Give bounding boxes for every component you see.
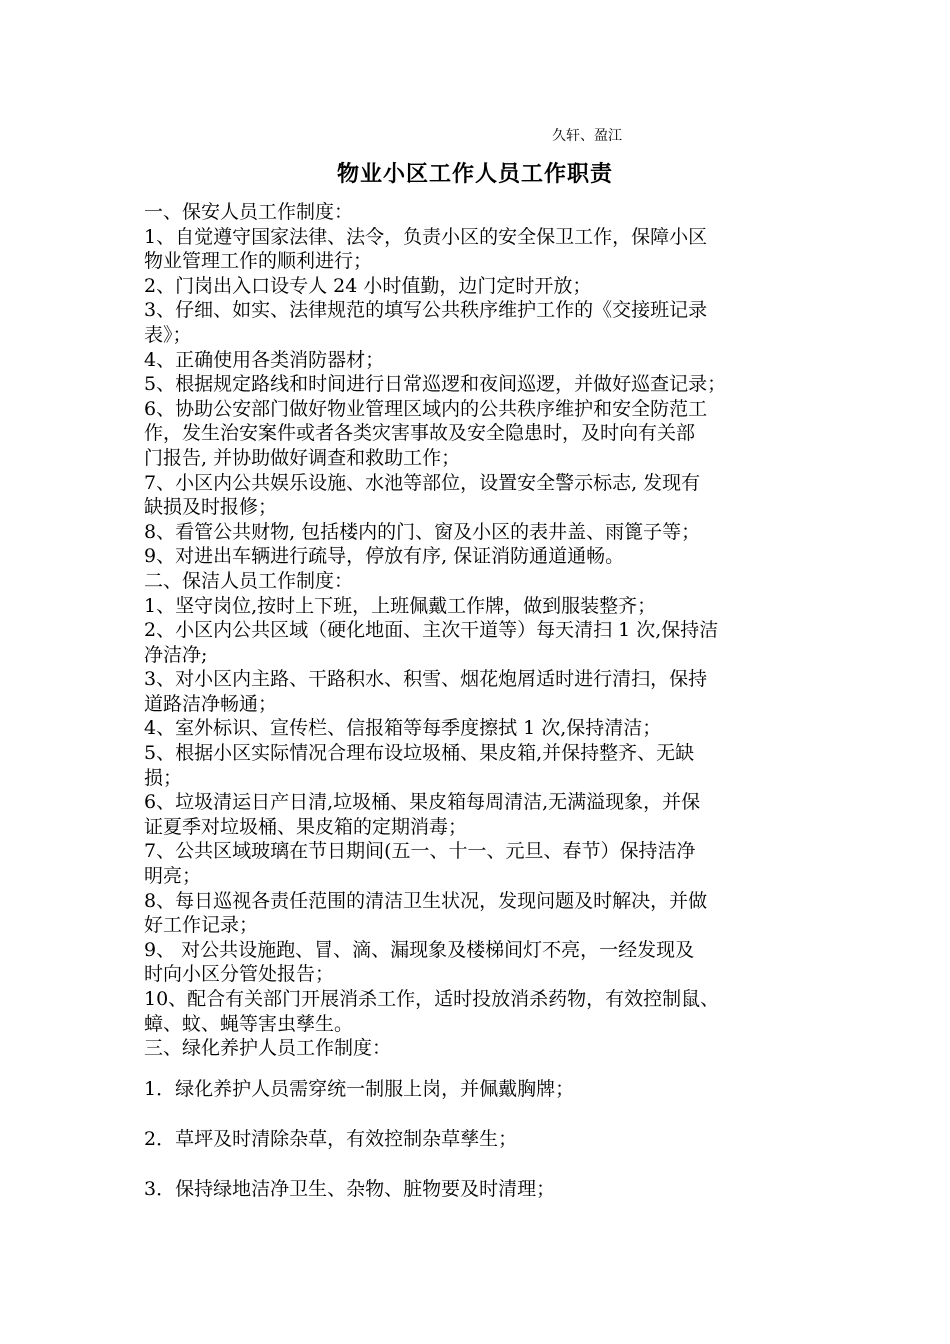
- text-line: 8、看管公共财物, 包括楼内的门、窗及小区的表井盖、雨篦子等；: [144, 520, 701, 543]
- text-line: 2、小区内公共区域（硬化地面、主次干道等）每天清扫 1 次,保持洁: [144, 619, 719, 642]
- list-item: 3．保持绿地洁净卫生、杂物、脏物要及时清理；: [144, 1177, 556, 1200]
- document-body: [144, 200, 812, 1201]
- text-line: 2、门岗出入口设专人 24 小时值勤，边门定时开放；: [144, 274, 592, 297]
- text-line: 净洁净;: [144, 643, 208, 666]
- text-line: 门报告, 并协助做好调查和救助工作；: [144, 446, 461, 469]
- text-line: 6、协助公安部门做好物业管理区域内的公共秩序维护和安全防范工: [144, 397, 708, 420]
- text-line: 9、 对公共设施跑、冒、滴、漏现象及楼梯间灯不亮，一经发现及: [144, 938, 695, 961]
- paragraph-gap: [144, 1151, 812, 1177]
- text-line: 6、垃圾清运日产日清,垃圾桶、果皮箱每周清洁,无满溢现象，并保: [144, 791, 701, 814]
- text-line: 缺损及时报修；: [144, 496, 278, 519]
- list-item: 1．绿化养护人员需穿统一制服上岗，并佩戴胸牌；: [144, 1077, 575, 1100]
- text-line: 4、室外标识、宣传栏、信报箱等每季度擦拭 1 次,保持清洁；: [144, 717, 662, 740]
- text-line: 好工作记录；: [144, 914, 259, 937]
- text-line: 3、仔细、如实、法律规范的填写公共秩序维护工作的《交接班记录: [144, 299, 708, 322]
- text-line: 物业管理工作的顺利进行；: [144, 250, 373, 273]
- paragraph-gap: [144, 1101, 812, 1127]
- text-line: 道路洁净畅通；: [144, 692, 278, 715]
- list-item: 2．草坪及时清除杂草，有效控制杂草孳生；: [144, 1127, 518, 1150]
- text-line: 8、每日巡视各责任范围的清洁卫生状况，发现问题及时解决，并做: [144, 889, 708, 912]
- text-line: 时向小区分管处报告；: [144, 963, 335, 986]
- text-line: 1、自觉遵守国家法律、法令，负责小区的安全保卫工作，保障小区: [144, 225, 708, 248]
- text-line: 作，发生治安案件或者各类灾害事故及安全隐患时，及时向有关部: [144, 422, 696, 445]
- text-line: 明亮；: [144, 865, 202, 888]
- text-line: 9、对进出车辆进行疏导，停放有序, 保证消防通道通畅。: [144, 545, 625, 568]
- text-line: 10、配合有关部门开展消杀工作，适时投放消杀药物，有效控制鼠、: [144, 988, 720, 1010]
- text-line: 二、保洁人员工作制度：: [144, 569, 354, 592]
- header-note: 久轩、盈江: [552, 128, 622, 144]
- text-line: 7、小区内公共娱乐设施、水池等部位，设置安全警示标志, 发现有: [144, 471, 701, 494]
- text-line: 蟑、蚊、蝇等害虫孳生。: [144, 1012, 354, 1035]
- text-line: 7、公共区域玻璃在节日期间(五一、十一、元旦、春节）保持洁净: [144, 840, 696, 863]
- text-line: 表》；: [144, 323, 192, 346]
- document-title: 物业小区工作人员工作职责: [336, 161, 613, 187]
- text-line: 一、保安人员工作制度：: [144, 201, 354, 223]
- text-line: 5、根据小区实际情况合理布设垃圾桶、果皮箱,并保持整齐、无缺: [144, 742, 695, 765]
- text-line: 3、对小区内主路、干路积水、积雪、烟花炮屑适时进行清扫，保持: [144, 668, 708, 691]
- text-line: 证夏季对垃圾桶、果皮箱的定期消毒；: [144, 815, 468, 838]
- text-line: 三、绿化养护人员工作制度：: [144, 1037, 392, 1060]
- text-line: 5、根据规定路线和时间进行日常巡逻和夜间巡逻，并做好巡查记录；: [144, 373, 727, 396]
- text-line: 4、正确使用各类消防器材；: [144, 348, 385, 371]
- paragraph-gap: [144, 1061, 812, 1077]
- text-line: 1、坚守岗位,按时上下班，上班佩戴工作牌，做到服装整齐；: [144, 594, 657, 617]
- text-line: 损；: [144, 766, 183, 789]
